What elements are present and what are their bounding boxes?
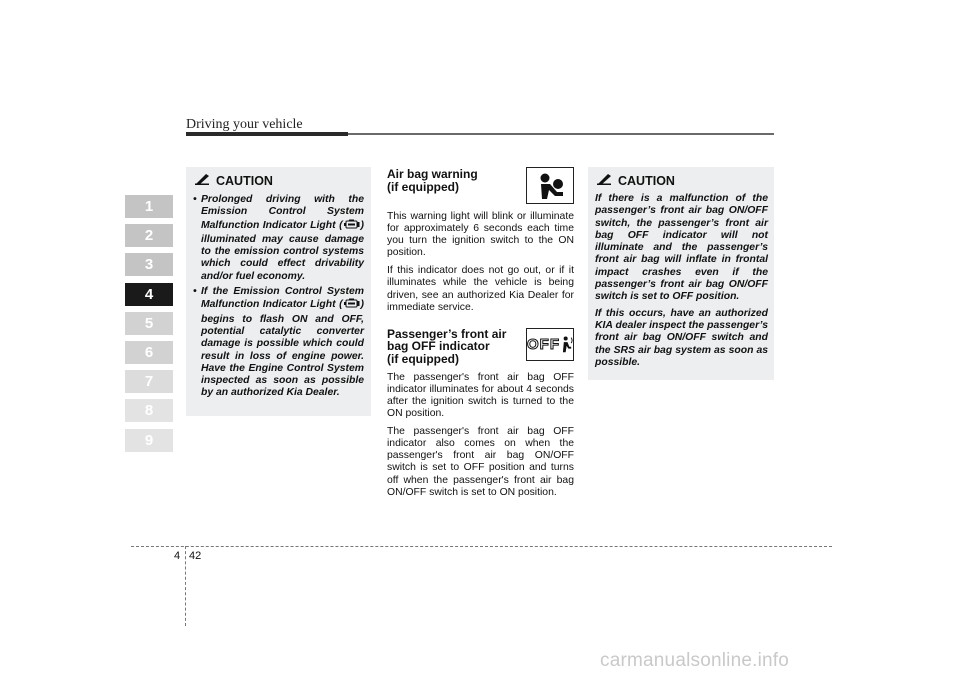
chapter-tab-3[interactable] — [125, 253, 173, 276]
header-rule-dark — [186, 132, 348, 136]
chapter-tab-4[interactable] — [125, 283, 173, 306]
chapter-tab-2[interactable] — [125, 224, 173, 247]
title-line: Passenger’s front air — [387, 326, 507, 341]
caution-text: Prolonged driving with the Emission Control System Malfunction Indicator Light ( — [201, 194, 364, 231]
page-number: 42 — [189, 550, 202, 562]
pencil-caution-icon — [596, 172, 612, 190]
chapter-tab-label: 4 — [144, 285, 154, 303]
pencil-caution-icon — [194, 172, 210, 190]
caution-box-airbag-switch — [588, 167, 774, 380]
airbag-warning-paragraph: If this indicator does not go out, or if it illuminates while the vehicle is being driven, see an authorized Kia Dealer for immediate service. — [387, 265, 574, 313]
watermark: carmanualsonline.info — [600, 650, 790, 671]
caution-text: If the Emission Control System Malfunction Indicator Light ( — [201, 286, 364, 311]
caution-heading: CAUTION — [216, 174, 273, 188]
airbag-off-heading-block — [387, 328, 574, 368]
page-chapter-number: 4 — [174, 550, 181, 562]
airbag-warning-heading-block — [387, 167, 574, 211]
chapter-tab-label: 6 — [144, 343, 154, 361]
caution-bullet: • If the Emission Control System Malfunction Indicator Light ( ) begins to flash ON and OFF, potential catalytic converter damage is possible which could result in loss of engine power. Have the Engine Control System inspected as soon as possible by an authorized Kia Dealer. — [193, 286, 364, 399]
airbag-off-icon-text: OFF — [527, 335, 560, 353]
header-rule-light — [348, 133, 774, 135]
chapter-tab-1[interactable] — [125, 195, 173, 218]
caution-text: ) illuminated may cause damage to the emission control systems which could effect drivability and/or fuel economy. — [201, 219, 364, 282]
chapter-tabs — [125, 195, 173, 458]
main-column — [387, 167, 574, 505]
title-line: bag OFF indicator — [387, 339, 490, 354]
caution-heading: CAUTION — [618, 174, 675, 188]
chapter-tab-6[interactable] — [125, 341, 173, 364]
title-line: (if equipped) — [387, 179, 459, 194]
chapter-tab-label: 2 — [144, 227, 154, 245]
chapter-tab-label: 9 — [144, 431, 154, 449]
caution-bullet: • Prolonged driving with the Emission Control System Malfunction Indicator Light ( ) illuminated may cause damage to the emission control systems which could effect drivability and/or fuel economy. — [193, 194, 364, 282]
chapter-tab-label: 5 — [144, 314, 154, 332]
airbag-off-paragraph: The passenger's front air bag OFF indicator also comes on when the passenger's front air bag ON/OFF switch is set to OFF position and turns off when the passenger's front air bag ON/OFF switch is set to ON position. — [387, 426, 574, 498]
title-line: Air bag warning — [387, 167, 478, 181]
chapter-tab-5[interactable] — [125, 312, 173, 335]
chapter-tab-9[interactable] — [125, 429, 173, 452]
chapter-tab-8[interactable] — [125, 399, 173, 422]
chapter-tab-7[interactable] — [125, 370, 173, 393]
chapter-tab-label: 8 — [144, 402, 154, 420]
caution-text: If there is a malfunction of the passenger’s front air bag ON/OFF switch, the passenger’s front air bag OFF indicator will not illuminate and the passenger’s front air bag will inflate in frontal impact crashes even if the passenger’s front air bag ON/OFF switch is set to OFF position. — [595, 193, 768, 303]
caution-text: If this occurs, have an authorized KIA dealer inspect the passenger’s front air bag ON/OFF switch and the SRS air bag system as soon as possible. — [595, 307, 768, 368]
page-header-title: Driving your vehicle — [186, 117, 303, 132]
airbag-warning-icon — [526, 167, 574, 204]
chapter-tab-label: 3 — [144, 256, 154, 274]
footer-rule — [131, 546, 832, 547]
footer-vertical-rule — [185, 546, 186, 626]
airbag-off-icon — [526, 328, 574, 361]
airbag-off-paragraph: The passenger's front air bag OFF indicator illuminates for about 4 seconds after the ignition switch is turned to the ON position. — [387, 371, 574, 420]
caution-text: ) begins to flash ON and OFF, potential catalytic converter damage is possible which could result in loss of engine power. Have the Engine Control System inspected as soon as possible by an authorized Kia Dealer. — [201, 299, 364, 399]
chapter-tab-label: 7 — [144, 373, 154, 391]
chapter-tab-label: 1 — [144, 198, 154, 215]
check-engine-icon — [344, 298, 360, 313]
caution-box-emission — [186, 167, 371, 416]
title-line: (if equipped) — [387, 351, 459, 366]
airbag-warning-paragraph: This warning light will blink or illuminate for approximately 6 seconds each time you turn the ignition switch to the ON position. — [387, 211, 574, 259]
check-engine-icon — [344, 219, 360, 234]
